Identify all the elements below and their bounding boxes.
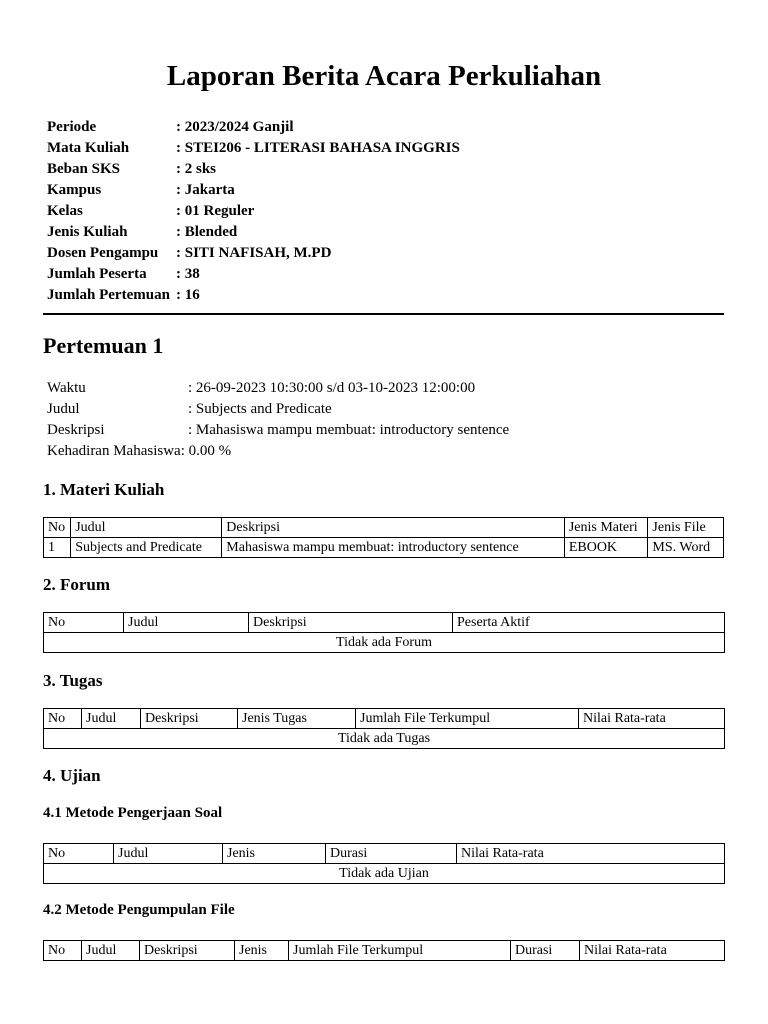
forum-table [43, 612, 725, 653]
info-value: : 16 [176, 287, 200, 303]
table-row [44, 633, 725, 653]
table-header-row [44, 844, 725, 864]
detail-row-waktu [47, 378, 509, 399]
info-row-dosen [47, 243, 460, 264]
ujian-pengumpulan-table [43, 940, 725, 961]
ujian-pengerjaan-table [43, 843, 725, 884]
info-label: Kelas [47, 203, 83, 219]
detail-value: : Subjects and Predicate [188, 401, 332, 417]
table-cell: EBOOK [564, 538, 648, 558]
section-divider [43, 313, 724, 315]
table-cell: Subjects and Predicate [71, 538, 222, 558]
info-label: Periode [47, 119, 97, 135]
info-value: : STEI206 - LITERASI BAHASA INGGRIS [176, 140, 460, 156]
column-header: Jumlah File Terkumpul [356, 709, 579, 729]
column-header: No [44, 941, 82, 961]
info-row-kelas [47, 201, 460, 222]
column-header: No [44, 613, 124, 633]
detail-value: : 0.00 % [180, 443, 232, 459]
info-row-kampus [47, 180, 460, 201]
info-label: Jumlah Pertemuan [47, 287, 170, 303]
detail-label: Kehadiran Mahasiswa [47, 443, 181, 459]
table-header-row [44, 709, 725, 729]
info-value: : SITI NAFISAH, M.PD [176, 245, 332, 261]
column-header: Durasi [511, 941, 580, 961]
table-header-row [44, 941, 725, 961]
detail-label: Waktu [47, 380, 86, 396]
info-label: Dosen Pengampu [47, 245, 159, 261]
column-header: No [44, 844, 114, 864]
info-label: Jenis Kuliah [47, 224, 128, 240]
column-header: No [44, 709, 82, 729]
info-row-mata-kuliah [47, 138, 460, 159]
materi-table [43, 517, 724, 558]
column-header: Judul [71, 518, 222, 538]
info-row-jumlah-pertemuan [47, 285, 460, 306]
column-header: Jenis File [648, 518, 724, 538]
column-header: Deskripsi [140, 941, 235, 961]
detail-row-kehadiran [47, 441, 509, 462]
detail-label: Deskripsi [47, 422, 105, 438]
column-header: Judul [82, 709, 141, 729]
course-info [47, 117, 460, 306]
column-header: Jenis [235, 941, 289, 961]
info-value: : Blended [176, 224, 238, 240]
detail-value: : 26-09-2023 10:30:00 s/d 03-10-2023 12:00:00 [188, 380, 476, 396]
info-label: Kampus [47, 182, 102, 198]
column-header: Nilai Rata-rata [579, 709, 725, 729]
detail-row-deskripsi [47, 420, 509, 441]
table-cell: MS. Word [648, 538, 724, 558]
column-header: Jumlah File Terkumpul [289, 941, 511, 961]
info-row-periode [47, 117, 460, 138]
empty-message: Tidak ada Ujian [44, 864, 725, 884]
column-header: Nilai Rata-rata [580, 941, 725, 961]
info-row-jumlah-peserta [47, 264, 460, 285]
column-header: Jenis Tugas [238, 709, 356, 729]
column-header: Judul [124, 613, 249, 633]
table-cell: Mahasiswa mampu membuat: introductory sentence [222, 538, 565, 558]
table-header-row [44, 518, 724, 538]
info-row-beban-sks [47, 159, 460, 180]
column-header: Deskripsi [222, 518, 565, 538]
detail-value: : Mahasiswa mampu membuat: introductory sentence [188, 422, 510, 438]
info-row-jenis-kuliah [47, 222, 460, 243]
page-title: Laporan Berita Acara Perkuliahan [166, 60, 602, 92]
meeting-heading: Pertemuan 1 [43, 333, 164, 358]
tugas-heading: 3. Tugas [43, 671, 103, 690]
ujian-heading: 4. Ujian [43, 766, 101, 785]
column-header: Peserta Aktif [453, 613, 725, 633]
table-cell: 1 [44, 538, 71, 558]
info-value: : Jakarta [176, 182, 235, 198]
info-value: : 01 Reguler [176, 203, 255, 219]
materi-heading: 1. Materi Kuliah [43, 480, 165, 499]
table-header-row [44, 613, 725, 633]
info-value: : 38 [176, 266, 200, 282]
column-header: Deskripsi [141, 709, 238, 729]
column-header: Jenis [223, 844, 326, 864]
column-header: Deskripsi [249, 613, 453, 633]
info-label: Mata Kuliah [47, 140, 130, 156]
info-value: : 2023/2024 Ganjil [176, 119, 294, 135]
tugas-table [43, 708, 725, 749]
detail-row-judul [47, 399, 509, 420]
column-header: No [44, 518, 71, 538]
info-label: Jumlah Peserta [47, 266, 147, 282]
empty-message: Tidak ada Tugas [44, 729, 725, 749]
forum-heading: 2. Forum [43, 575, 111, 594]
detail-label: Judul [47, 401, 80, 417]
table-row [44, 729, 725, 749]
column-header: Nilai Rata-rata [457, 844, 725, 864]
empty-message: Tidak ada Forum [44, 633, 725, 653]
table-row [44, 538, 724, 558]
table-row [44, 864, 725, 884]
metode-pengerjaan-heading: 4.1 Metode Pengerjaan Soal [43, 805, 223, 821]
column-header: Durasi [326, 844, 457, 864]
column-header: Judul [82, 941, 140, 961]
column-header: Judul [114, 844, 223, 864]
info-label: Beban SKS [47, 161, 120, 177]
meeting-details [47, 378, 509, 462]
info-value: : 2 sks [176, 161, 217, 177]
column-header: Jenis Materi [564, 518, 648, 538]
metode-pengumpulan-heading: 4.2 Metode Pengumpulan File [43, 902, 235, 918]
